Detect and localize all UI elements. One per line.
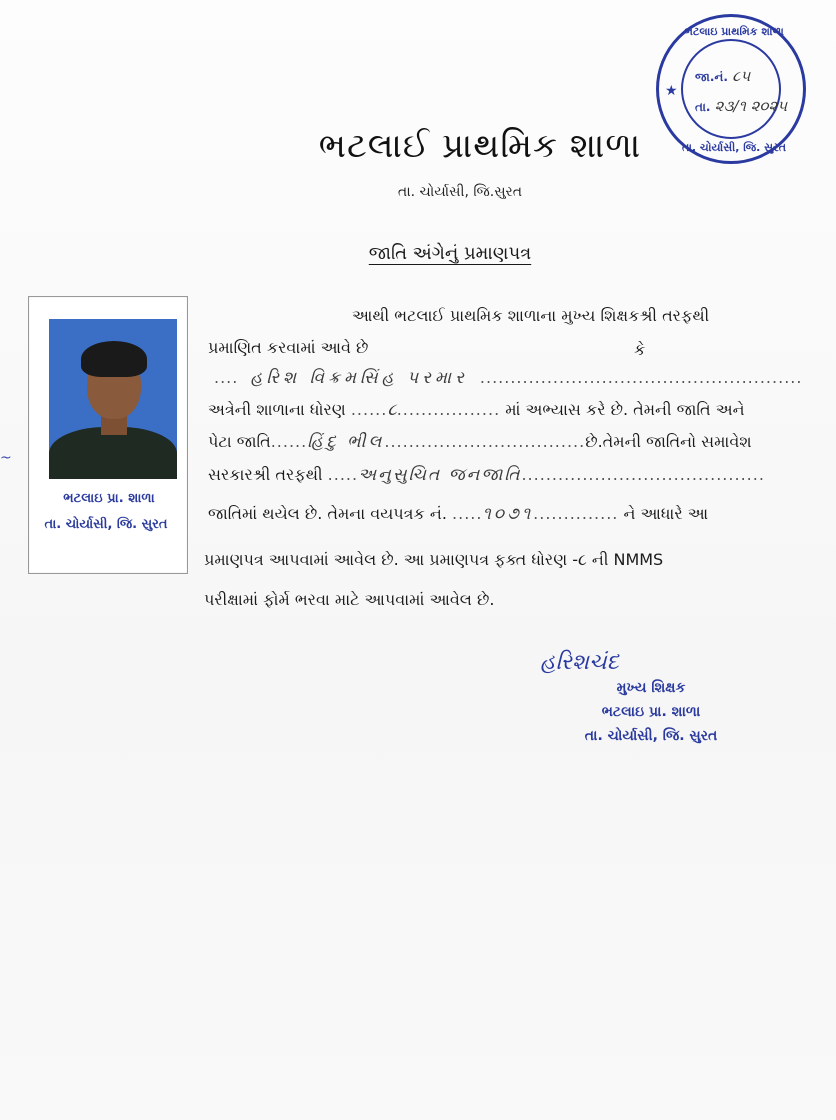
seal-ring-top-text: ભટલાઇ પ્રાથમિક શાળા [684, 25, 784, 38]
student-photo [49, 319, 177, 479]
line7-prefix: જાતિમાં થયેલ છે. તેમના વયપત્રક નં. [208, 504, 447, 523]
headmaster-signature: હરિશચંદ [540, 650, 619, 675]
standard-value: ૮ [387, 400, 397, 420]
student-name-value: હરિશ વિક્રમસિંહ પરમાર [250, 368, 468, 388]
line4-suffix: માં અભ્યાસ કરે છે. તેમની જાતિ અને [505, 400, 745, 419]
seal-date-value: ૨૩/૧ ૨૦૨૫ [714, 97, 788, 115]
school-seal [656, 14, 806, 164]
seal-ring-bottom-text: તા. ચોર્યાસી, જિ. સુરત [681, 141, 787, 154]
seal-date-row [695, 97, 787, 115]
body-line-2 [208, 338, 368, 358]
photo-stamp-line1: ભટલાઇ પ્રા. શાળા [63, 491, 155, 506]
line7-suffix: ને આધારે આ [623, 504, 709, 523]
seal-number-row [695, 67, 750, 85]
register-number-value: ૧૦૭૧ [482, 504, 534, 524]
school-name-heading: ભટલાઈ પ્રાથમિક શાળા [318, 126, 642, 166]
signature-address: તા. ચોર્યાસી, જિ. સુરત [584, 728, 718, 744]
line6-prefix: સરકારશ્રી તરફથી [208, 465, 323, 484]
seal-inner-ring [681, 39, 781, 139]
seal-number-label: જા.નં. [695, 70, 728, 84]
body-line-3: .... હરિશ વિક્રમસિંહ પરમાર ..................................................... [214, 368, 803, 388]
line5-prefix: પેટા જાતિ [208, 432, 271, 451]
line5-suffix: છે.તેમની જાતિનો સમાવેશ [585, 432, 752, 451]
body-line-4: અત્રેની શાળાના ધોરણ ......૮................. માં અભ્યાસ કરે છે. તેમની જાતિ અને [208, 400, 745, 420]
signature-block [556, 676, 746, 748]
body-line-5: પેટા જાતિ......હિંદુ ભીલ.................................છે.તેમની જાતિનો સમાવેશ [208, 432, 752, 452]
stamp-overflow-mark: ~ [0, 450, 12, 466]
photo-stamp-line2: તા. ચોર્યાસી, જિ. સુરત [44, 517, 168, 532]
star-icon: ★ [665, 83, 678, 99]
seal-date-label: તા. [695, 100, 711, 114]
signature-title: મુખ્ય શિક્ષક [616, 680, 686, 696]
body-line-1: આથી ભટલાઈ પ્રાથમિક શાળાના મુખ્ય શિક્ષકશ્રી તરફથી [352, 306, 710, 325]
certificate-title: જાતિ અંગેનું પ્રમાણપત્ર [368, 243, 532, 264]
signature-school: ભટલાઇ પ્રા. શાળા [601, 704, 701, 720]
category-value: અનુસુચિત જનજાતિ [358, 465, 522, 485]
body-line-6: સરકારશ્રી તરફથી .....અનુસુચિત જનજાતિ........................................ [208, 465, 765, 485]
body-line-7: જાતિમાં થયેલ છે. તેમના વયપત્રક નં. .....૧૦૭૧.............. ને આધારે આ [208, 504, 709, 524]
body-line-9: પરીક્ષામાં ફોર્મ ભરવા માટે આપવામાં આવેલ છે. [204, 590, 495, 609]
body-line-8: પ્રમાણપત્ર આપવામાં આવેલ છે. આ પ્રમાણપત્ર ફક્ત ધોરણ -૮ ની NMMS [204, 550, 664, 569]
line2-suffix: કે [634, 340, 646, 359]
school-address: તા. ચોર્યાસી, જિ.સુરત [397, 184, 523, 200]
sub-caste-value: હિંદુ ભીલ [307, 432, 385, 452]
student-photo-frame [28, 296, 188, 574]
line2-prefix: પ્રમાણિત કરવામાં આવે છે [208, 338, 369, 357]
seal-number-value: ૮૫ [732, 67, 751, 85]
line4-prefix: અત્રેની શાળાના ધોરણ [208, 400, 346, 419]
